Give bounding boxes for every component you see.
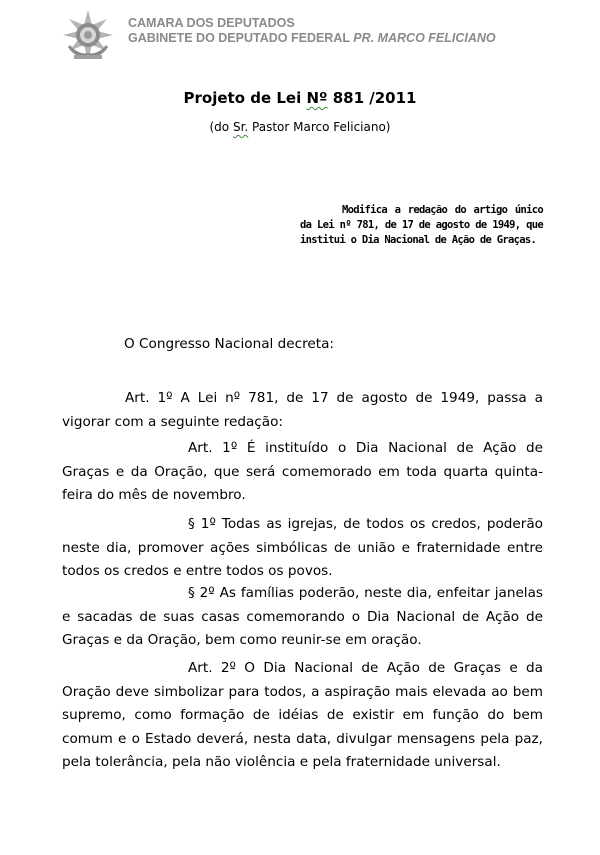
document-author	[0, 120, 600, 134]
coat-of-arms-emblem	[62, 9, 114, 61]
paragraph-1: § 1º Todas as igrejas, de todos os credos, poderão neste dia, promover ações simbólicas de união e fraternidade entre todos os credos e entre todos os povos.	[62, 516, 543, 579]
author-abbr: Sr.	[232, 120, 249, 134]
article-2: Art. 2º O Dia Nacional de Ação de Graças e da Oração deve simbolizar para todos, a aspiração mais elevada ao bem supremo, como formação de idéias de existir em função do bem comum e o Estado deverá, nesta data, divulgar mensagens pela paz, pela tolerância, pela não violência e pela fraternidade universal.	[62, 660, 543, 770]
ementa-summary: Modifica a redação do artigo único da Lei nº 781, de 17 de agosto de 1949, que institui o Dia Nacional de Ação de Graças.	[300, 204, 543, 246]
letterhead	[128, 16, 496, 46]
document-title	[0, 89, 600, 107]
title-number: 881 /2011	[327, 89, 417, 107]
letterhead-office-prefix: GABINETE DO DEPUTADO FEDERAL	[128, 31, 350, 45]
enacting-clause: O Congresso Nacional decreta:	[124, 336, 334, 352]
letterhead-deputy-name: PR. MARCO FELICIANO	[353, 31, 496, 45]
author-rest: Pastor Marco Feliciano)	[248, 120, 391, 134]
article-1: Art. 1º A Lei nº 781, de 17 de agosto de 1949, passa a vigorar com a seguinte redação:	[62, 390, 543, 430]
letterhead-office	[128, 31, 496, 46]
paragraph-2: § 2º As famílias poderão, neste dia, enfeitar janelas e sacadas de suas casas comemorando o Dia Nacional de Ação de Graças e da Oração, bem como reunir-se em oração.	[62, 585, 543, 648]
title-number-label: Nº	[306, 89, 328, 107]
letterhead-org: CAMARA DOS DEPUTADOS	[128, 16, 295, 30]
author-open: (do	[209, 120, 233, 134]
title-prefix: Projeto de Lei	[183, 89, 302, 107]
new-article-1: Art. 1º É instituído o Dia Nacional de Ação de Graças e da Oração, que será comemorado em toda quarta quinta-feira do mês de novembro.	[62, 440, 543, 503]
